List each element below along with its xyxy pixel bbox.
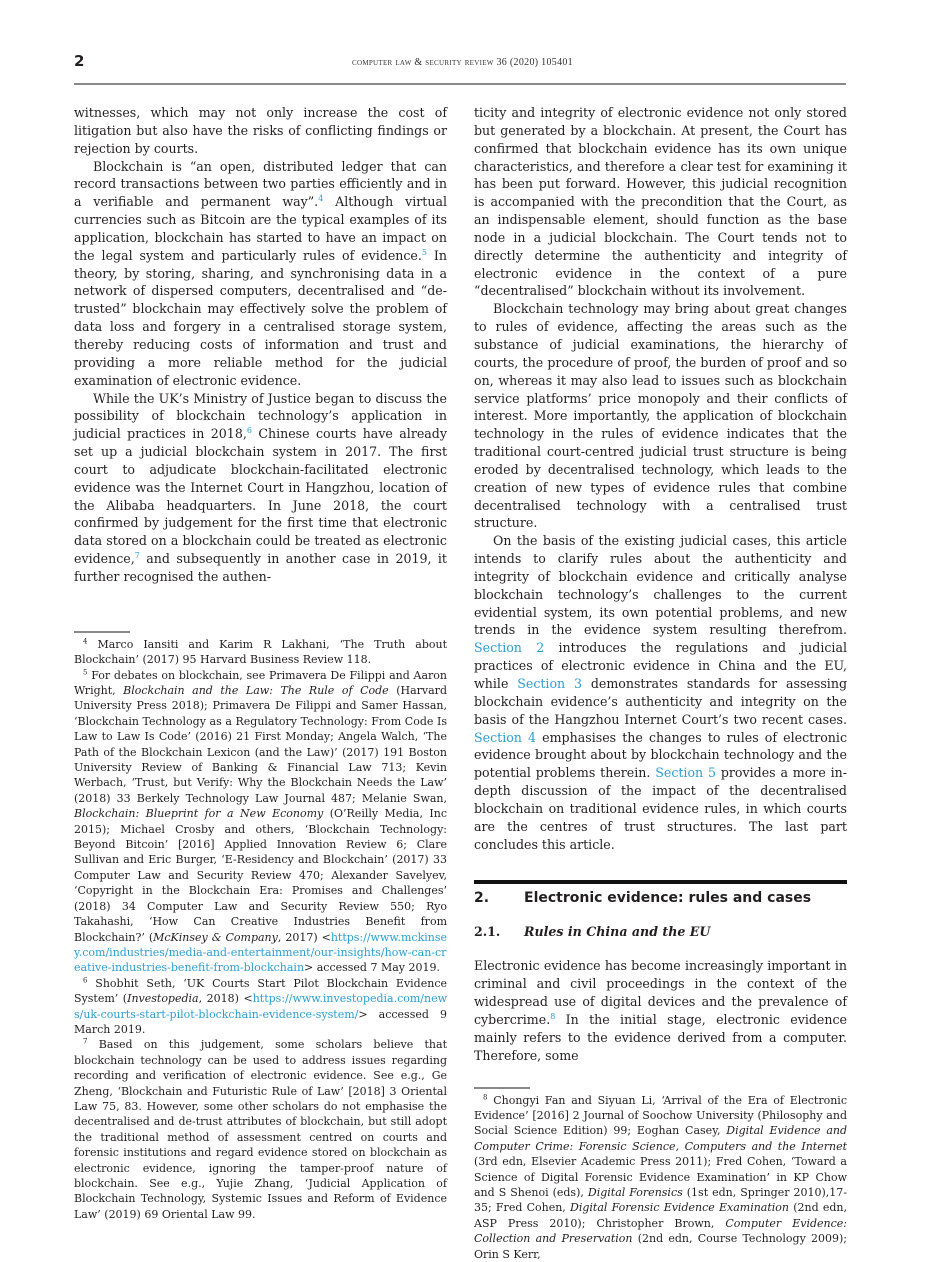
paragraph-text: witnesses, which may not only increase the cost of litigation but also have the risks of conflicting findings or rejection by courts. — [74, 105, 447, 156]
paragraph — [474, 300, 847, 532]
paragraph-text: emphasises the changes to rules of electronic evidence brought about by blockchain technology and the potential problems therein. — [474, 729, 847, 781]
footnote-ref[interactable]: 5 — [421, 247, 427, 257]
footnote-text: (Harvard University Press 2018); Primavera De Filippi and Samer Hassan, ‘Blockchain Technology as a Regulatory Technology: From Code Is Law to Law Is Code’ (2016) 21 First Monday; Angela Walch, ‘The Path of the Blockchain Lexicon (and the Law)’ (2017) 191 Boston University Review of Banking & Financial Law 713; Kevin Werbach, ‘Trust, but Verify: Why the Blockchain Needs the Law’ (2018) 33 Berkely Technology Law Journal 487; Melanie Swan, — [74, 684, 447, 805]
footnote-text: Chongyi Fan and Siyuan Li, ‘Arrival of the Era of Electronic Evidence’ [2016] 2 Journal of Soochow University (Philosophy and Social Science Edition) 99; Eoghan Casey, — [474, 1093, 847, 1138]
footnote-number: 7 — [83, 1037, 88, 1046]
paragraph-text: On the basis of the existing judicial cases, this article intends to clarify rules about the authenticity and integrity of blockchain evidence and critically analyse blockchain technology’s challenges to the current evidential system, its own potential problems, and new trends in the evidence system resulting therefrom. — [474, 533, 847, 638]
footnote-text: Marco Iansiti and Karim R Lakhani, ‘The Truth about Blockchain’ (2017) 95 Harvard Business Review 118. — [74, 637, 447, 667]
section-3-link[interactable]: Section 3 — [517, 676, 582, 691]
footnote-title: Digital Forensics — [587, 1185, 683, 1199]
section-heading — [474, 890, 847, 906]
footnote-text: (O’Reilly Media, Inc 2015); Michael Crosby and others, ‘Blockchain Technology: Beyond Bitcoin’ [2016] Applied Innovation Review 6; Clare Sullivan and Eric Burger, ‘E-Residency and Blockchain’ (2017) 33 Computer Law and Security Review 470; Alexander Savelyev, ‘Copyright in the Blockchain Era: Promises and Challenges’ (2018) 34 Computer Law and Security Review 550; Ryo Takahashi, ‘How Can Creative Industries Benefit from Blockchain?’ ( — [74, 807, 447, 944]
footnote-ref[interactable]: 6 — [246, 426, 252, 435]
footnote-title: Blockchain: Blueprint for a New Economy — [74, 807, 324, 821]
section-4-link[interactable]: Section 4 — [474, 729, 537, 745]
footnote — [74, 1037, 447, 1222]
paragraph-text: provides a more in-depth discussion of the impact of the decentralised blockchain on traditional evidence rules, in which courts are the centres of trust structures. The last part concludes this article. — [474, 765, 847, 852]
mckinsey-link[interactable]: https://www.mckinsey.com/industries/media-and-entertainment/our-insights/how-can-creative-industries-benefit-from-blockchain — [74, 930, 447, 975]
paragraph-text: Electronic evidence has become increasingly important in criminal and civil proceedings in the context of the widespread use of digital devices and the prevalence of cybercrime. — [474, 958, 847, 1027]
paragraph-text: ticity and integrity of electronic evidence not only stored but generated by a blockchain. At present, the Court has confirmed that blockchain evidence has its own unique characteristics, and therefore a clear test for examining it has been put forward. However, this judicial recognition is accompanied with the precondition that the Court, as an indispensable element, should function as the base node in a judicial blockchain. The Court tends not to directly determine the authenticity and integrity of electronic evidence in the context of a pure “decentralised” blockchain without its involvement. — [474, 105, 847, 299]
footnote-text: > accessed 9 March 2019. — [74, 1007, 447, 1036]
running-head: computer law & security review 36 (2020) 105401 — [352, 57, 573, 68]
footnote — [74, 976, 447, 1038]
paragraph-text: Blockchain technology may bring about great changes to rules of evidence, affecting the areas such as the substance of judicial examinations, the hierarchy of courts, the procedure of proof, the burden of proof and so on, whereas it may also lead to issues such as blockchain service platforms’ price monopoly and their conflicts of interest. More importantly, the application of blockchain technology in the rules of evidence indicates that the traditional court-centred judicial trust structure is being eroded by decentralised technology, which leads to the creation of new types of evidence rules that combine decentralised technology with a centralised trust structure. — [474, 301, 847, 531]
section-title: Electronic evidence: rules and cases — [524, 890, 812, 907]
footnote-text: , 2017) < — [277, 930, 331, 944]
right-column — [474, 104, 847, 1262]
footnote-text: Shobhit Seth, ‘UK Courts Start Pilot Blockchain Evidence System’ ( — [74, 976, 447, 1006]
section-2-link[interactable]: Section 2 — [474, 640, 545, 656]
paragraph — [74, 390, 447, 586]
footnote-ref[interactable]: 8 — [550, 1011, 556, 1021]
footnote-text: (3rd edn, Elsevier Academic Press 2011); Fred Cohen, ‘Toward a Science of Digital Forensic Evidence Examination’ in KP Chow and S Shenoi (eds), — [474, 1155, 847, 1199]
section-5-link[interactable]: Section 5 — [655, 765, 716, 781]
footnote-text: , 2018) < — [198, 992, 253, 1006]
footnote-text: > accessed 7 May 2019. — [304, 961, 440, 975]
footnote — [74, 668, 447, 976]
left-column — [74, 104, 447, 1222]
section-number: 2. — [474, 890, 490, 907]
paragraph — [474, 532, 847, 853]
paragraph-text: In theory, by storing, sharing, and synchronising data in a network of dispersed computers, decentralised and “de-trusted” blockchain may effectively solve the problem of data loss and forgery in a centralised storage system, thereby reducing costs of information and trust and providing a more reliable method for the judicial examination of electronic evidence. — [74, 247, 448, 388]
footnote-title: Digital Forensic Evidence Examination — [570, 1201, 790, 1215]
header-rule — [74, 83, 846, 85]
footnote — [474, 1093, 847, 1262]
subsection-title: Rules in China and the EU — [524, 924, 711, 940]
footnote-text: (2nd edn, Course Technology 2009); Orin S Kerr, — [474, 1232, 847, 1261]
footnote-title: Investopedia — [127, 992, 199, 1006]
paragraph-text: and subsequently in another case in 2019, it further recognised the authen- — [74, 551, 447, 584]
footnote-ref[interactable]: 4 — [318, 194, 324, 204]
footnote-title: Computer Evidence: Collection and Preservation — [474, 1216, 847, 1246]
investopedia-link[interactable]: https://www.investopedia.com/news/uk-courts-start-pilot-blockchain-evidence-system/ — [74, 992, 447, 1021]
footnote — [74, 637, 447, 668]
paragraph-text: introduces the regulations and judicial practices of electronic evidence in China and the EU, while — [474, 640, 847, 691]
footnote-text: (1st edn, Springer 2010),17-35; Fred Cohen, — [474, 1185, 847, 1215]
paragraph — [474, 957, 847, 1064]
subsection-heading — [474, 924, 847, 939]
footnote-number: 6 — [83, 976, 88, 985]
page-number: 2 — [74, 52, 85, 70]
paragraph-text: Blockchain is “an open, distributed ledger that can record transactions between two parties efficiently and in a verifiable and permanent way”. — [74, 158, 447, 210]
footnote-number: 4 — [83, 637, 88, 646]
footnote-text: (2nd edn, ASP Press 2010); Christopher Brown, — [474, 1201, 848, 1230]
subsection-number: 2.1. — [474, 924, 501, 940]
paragraph — [74, 158, 447, 390]
paragraph — [74, 104, 447, 158]
paragraph — [474, 104, 847, 300]
paragraph-text: In the initial stage, electronic evidence mainly refers to the evidence derived from a computer. Therefore, some — [474, 1011, 847, 1063]
footnote-text: Based on this judgement, some scholars believe that blockchain technology can be used to address issues regarding recording and verification of electronic evidence. See e.g., Ge Zheng, ‘Blockchain and Futuristic Rule of Law’ [2018] 3 Oriental Law 75, 83. However, some other scholars do not emphasise the decentralised and de-trust attributes of blockchain, but still adopt the traditional method of assessment centred on courts and forensic institutions and regard evidence stored on blockchain as electronic evidence, ignoring the tamper-proof nature of blockchain. See e.g., Yujie Zhang, ‘Judicial Application of Blockchain Technology, Systemic Issues and Reform of Evidence Law’ (2019) 69 Oriental Law 99. — [74, 1038, 447, 1221]
paragraph-text: Chinese courts have already set up a judicial blockchain system in 2017. The first court to adjudicate blockchain-facilitated electronic evidence was the Internet Court in Hangzhou, location of the Alibaba headquarters. In June 2018, the court confirmed by judgement for the first time that electronic data stored on a blockchain could be treated as electronic evidence, — [74, 426, 447, 567]
footnote-title: Blockchain and the Law: The Rule of Code — [123, 684, 389, 697]
footnote-number: 5 — [83, 667, 88, 676]
paragraph-text: Although virtual currencies such as Bitcoin are the typical examples of its application, blockchain has started to have an impact on the legal system and particularly rules of evidence. — [74, 194, 447, 263]
footnote-title: McKinsey & Company — [153, 930, 278, 944]
footnote-ref[interactable]: 7 — [134, 550, 140, 560]
paragraph-text: While the UK’s Ministry of Justice began to discuss the possibility of blockchain technology’s application in judicial practices in 2018, — [74, 390, 447, 442]
footnote-number: 8 — [483, 1092, 488, 1101]
footnote-title: Digital Evidence and Computer Crime: Forensic Science, Computers and the Internet — [474, 1124, 848, 1153]
paragraph-text: demonstrates standards for assessing blockchain evidence’s authenticity and integrity on the basis of the Hangzhou Internet Court’s two recent cases. — [474, 676, 848, 727]
footnote-text: For debates on blockchain, see Primavera De Filippi and Aaron Wright, — [74, 668, 447, 697]
